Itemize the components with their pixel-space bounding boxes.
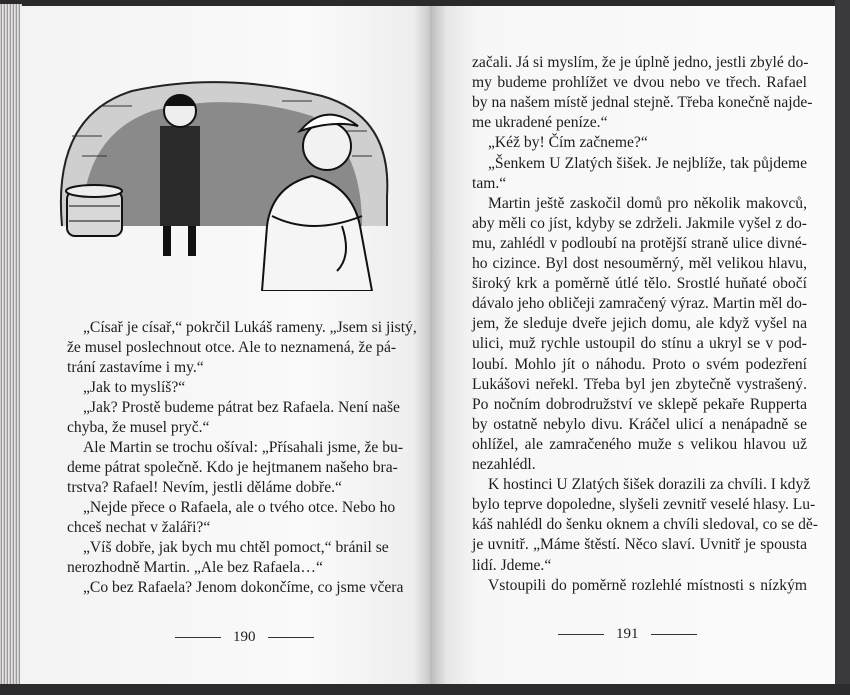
text-line: chyba, že musel pryč.“ bbox=[67, 419, 210, 436]
text-line: že musel poslechnout otce. Ale to neznamená, že pá- bbox=[67, 339, 397, 356]
text-line: me ukradené peníze.“ bbox=[472, 114, 608, 132]
text-line: K hostinci U Zlatých šišek dorazili za chvíli. I když bbox=[488, 476, 811, 494]
folio-rule bbox=[268, 637, 314, 638]
text-line: Lukášovi neřekl. Třeba byl jen zbytečně vystrašený. bbox=[472, 375, 807, 393]
text-line: „Šenkem U Zlatých šišek. Je nejblíže, tak půjdeme bbox=[488, 154, 807, 172]
text-line: dávalo jeho obličeji zamračený výraz. Martin měl do- bbox=[472, 295, 808, 313]
text-line: široký krk a poměrně útlé tělo. Srostlé huňaté obočí bbox=[472, 275, 807, 293]
text-line: ho cizince. Byl dost nesouměrný, měl velikou hlavu, bbox=[472, 255, 807, 272]
text-line: „Co bez Rafaela? Jenom dokončíme, co jsme včera bbox=[83, 579, 404, 596]
text-line: aby měli co jíst, kdyby se zdrželi. Jakmile vyšel z do- bbox=[472, 214, 807, 232]
text-line: jem, že sleduje dveře jejich domu, ale když vyšel na bbox=[472, 315, 807, 333]
page-number: 191 bbox=[616, 626, 639, 642]
page-footer-right bbox=[558, 625, 697, 643]
text-line: loubí. Mohlo jít o náhodu. Proto o svém podezření bbox=[472, 355, 807, 373]
text-line: „Kéž by! Čím začneme?“ bbox=[488, 134, 648, 152]
text-line: „Jak to myslíš?“ bbox=[83, 379, 186, 396]
text-line: lidí. Jdeme.“ bbox=[472, 556, 552, 574]
page-stack-edge bbox=[0, 4, 22, 684]
text-line: by ostatně nebylo divu. Kráčel ulicí a nenápadně se bbox=[472, 415, 807, 433]
text-line: začali. Já si myslím, že je úplně jedno, jestli zbylé do- bbox=[472, 54, 809, 71]
text-line: je uvnitř. „Máme štěstí. Něco slaví. Uvnitř je spousta bbox=[472, 536, 807, 554]
text-line: nezahlédl. bbox=[472, 456, 536, 473]
text-line: deme pátrat společně. Kdo je hejtmanem našeho bra- bbox=[67, 459, 398, 476]
text-line: Po nočním dobrodružství ve sklepě pekaře Rupperta bbox=[472, 395, 807, 413]
text-line: „Císař je císař,“ pokrčil Lukáš rameny. „Jsem si jistý, bbox=[83, 319, 417, 336]
text-line: tam.“ bbox=[472, 174, 507, 192]
text-line: mu, zahlédl v podloubí na protější straně ulice divné- bbox=[472, 234, 807, 252]
page-number: 190 bbox=[233, 629, 256, 645]
text-line: „Jak? Prostě budeme pátrat bez Rafaela. Není naše bbox=[83, 399, 400, 416]
text-line: by na našem místě jednal stejně. Třeba konečně najde- bbox=[472, 94, 813, 112]
folio-rule bbox=[175, 637, 221, 638]
right-page bbox=[430, 6, 835, 684]
text-line: nerozhodně Martin. „Ale bez Rafaela…“ bbox=[67, 559, 323, 576]
illustration-boys-in-cellar bbox=[42, 76, 402, 291]
text-line: chceš nechat v žaláři?“ bbox=[67, 519, 211, 536]
text-line: my budeme prohlížet ve dvou nebo ve třech. Rafael bbox=[472, 74, 807, 92]
scanner-edge bbox=[835, 0, 850, 695]
text-line: ulici, muž rychle ustoupil do stínu a ukryl se v pod- bbox=[472, 335, 807, 353]
folio-rule bbox=[651, 634, 697, 635]
text-line: káš nahlédl do šenku oknem a chvíli sledoval, co se dě- bbox=[472, 516, 819, 534]
text-line: ohlížel, ale zamračeného muže s velikou hlavou už bbox=[472, 435, 807, 453]
page-footer-left bbox=[175, 628, 314, 646]
text-line: trstva? Rafael! Nevím, jestli děláme dobře.“ bbox=[67, 479, 342, 496]
scanner-edge-bottom bbox=[0, 684, 850, 695]
left-page bbox=[20, 6, 430, 684]
folio-rule bbox=[558, 634, 604, 635]
text-line: trání zastavíme i my.“ bbox=[67, 359, 204, 376]
text-line: Ale Martin se trochu ošíval: „Přísahali jsme, že bu- bbox=[83, 439, 404, 456]
text-line: „Víš dobře, jak bych mu chtěl pomoct,“ bránil se bbox=[83, 539, 389, 556]
text-line: bylo teprve dopoledne, slyšeli zevnitř veselé hlasy. Lu- bbox=[472, 496, 816, 514]
text-line: „Nejde přece o Rafaela, ale o tvého otce. Nebo ho bbox=[83, 499, 396, 516]
text-line: Vstoupili do poměrně rozlehlé místnosti s nízkým bbox=[488, 576, 807, 594]
text-line: Martin ještě zaskočil domů pro několik makovců, bbox=[488, 194, 807, 212]
